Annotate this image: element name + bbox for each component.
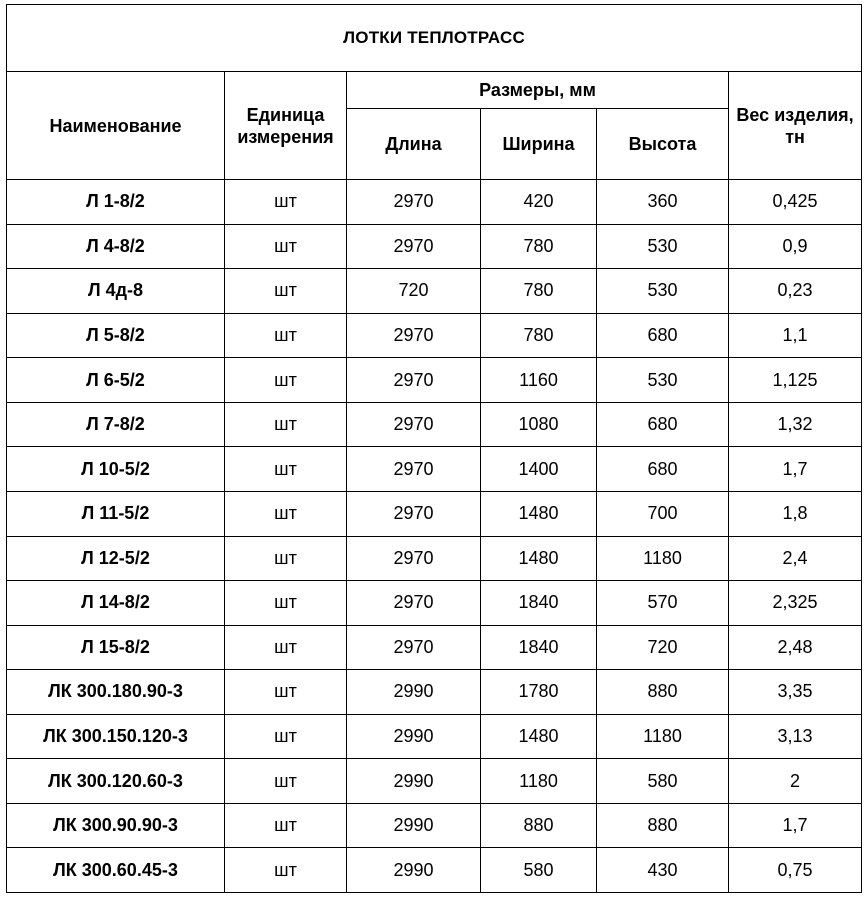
cell-unit: шт xyxy=(225,803,347,848)
cell-name: Л 11-5/2 xyxy=(7,491,225,536)
cell-name: ЛК 300.150.120-3 xyxy=(7,714,225,759)
cell-name: Л 14-8/2 xyxy=(7,581,225,626)
cell-name: Л 5-8/2 xyxy=(7,313,225,358)
table-row xyxy=(7,402,862,447)
cell-width: 1480 xyxy=(481,714,597,759)
table-row xyxy=(7,581,862,626)
cell-height: 360 xyxy=(597,180,729,225)
cell-name: Л 1-8/2 xyxy=(7,180,225,225)
cell-name: ЛК 300.180.90-3 xyxy=(7,670,225,715)
cell-height: 680 xyxy=(597,402,729,447)
cell-unit: шт xyxy=(225,402,347,447)
cell-width: 1480 xyxy=(481,536,597,581)
cell-unit: шт xyxy=(225,670,347,715)
cell-weight: 1,7 xyxy=(729,803,862,848)
header-length: Длина xyxy=(347,109,481,180)
cell-weight: 1,8 xyxy=(729,491,862,536)
table-row xyxy=(7,224,862,269)
cell-unit: шт xyxy=(225,313,347,358)
cell-name: Л 15-8/2 xyxy=(7,625,225,670)
cell-weight: 1,1 xyxy=(729,313,862,358)
cell-length: 2970 xyxy=(347,402,481,447)
cell-length: 2970 xyxy=(347,224,481,269)
cell-weight: 1,32 xyxy=(729,402,862,447)
tray-table xyxy=(6,4,862,893)
cell-width: 1480 xyxy=(481,491,597,536)
cell-width: 580 xyxy=(481,848,597,893)
header-name: Наименование xyxy=(7,72,225,180)
cell-unit: шт xyxy=(225,581,347,626)
cell-name: ЛК 300.120.60-3 xyxy=(7,759,225,804)
cell-length: 2970 xyxy=(347,536,481,581)
cell-width: 780 xyxy=(481,224,597,269)
cell-width: 1840 xyxy=(481,581,597,626)
header-width: Ширина xyxy=(481,109,597,180)
cell-length: 2970 xyxy=(347,358,481,403)
table-row xyxy=(7,269,862,314)
cell-height: 530 xyxy=(597,358,729,403)
cell-height: 1180 xyxy=(597,536,729,581)
cell-length: 2970 xyxy=(347,447,481,492)
cell-weight: 0,75 xyxy=(729,848,862,893)
cell-length: 2990 xyxy=(347,759,481,804)
header-unit: Единица измерения xyxy=(225,72,347,180)
cell-length: 2970 xyxy=(347,581,481,626)
table-body xyxy=(7,180,862,893)
table-row xyxy=(7,358,862,403)
cell-weight: 1,7 xyxy=(729,447,862,492)
cell-width: 1080 xyxy=(481,402,597,447)
cell-width: 1840 xyxy=(481,625,597,670)
cell-length: 2990 xyxy=(347,714,481,759)
cell-height: 680 xyxy=(597,447,729,492)
cell-length: 2970 xyxy=(347,625,481,670)
cell-length: 2970 xyxy=(347,491,481,536)
cell-length: 2990 xyxy=(347,803,481,848)
cell-length: 2990 xyxy=(347,848,481,893)
cell-width: 780 xyxy=(481,313,597,358)
cell-name: ЛК 300.90.90-3 xyxy=(7,803,225,848)
cell-weight: 0,9 xyxy=(729,224,862,269)
cell-height: 530 xyxy=(597,269,729,314)
cell-unit: шт xyxy=(225,536,347,581)
table-row xyxy=(7,670,862,715)
cell-weight: 3,13 xyxy=(729,714,862,759)
cell-unit: шт xyxy=(225,180,347,225)
cell-height: 430 xyxy=(597,848,729,893)
header-dimensions: Размеры, мм xyxy=(347,72,729,109)
cell-length: 720 xyxy=(347,269,481,314)
table-row xyxy=(7,180,862,225)
table-row xyxy=(7,536,862,581)
cell-name: Л 7-8/2 xyxy=(7,402,225,447)
cell-length: 2970 xyxy=(347,313,481,358)
cell-name: ЛК 300.60.45-3 xyxy=(7,848,225,893)
cell-height: 700 xyxy=(597,491,729,536)
header-height: Высота xyxy=(597,109,729,180)
cell-weight: 0,425 xyxy=(729,180,862,225)
cell-width: 880 xyxy=(481,803,597,848)
cell-height: 570 xyxy=(597,581,729,626)
cell-width: 1160 xyxy=(481,358,597,403)
cell-name: Л 4-8/2 xyxy=(7,224,225,269)
table-row xyxy=(7,848,862,893)
table-row xyxy=(7,447,862,492)
table-row xyxy=(7,759,862,804)
cell-name: Л 12-5/2 xyxy=(7,536,225,581)
cell-width: 420 xyxy=(481,180,597,225)
cell-unit: шт xyxy=(225,759,347,804)
table-row xyxy=(7,714,862,759)
cell-weight: 2,48 xyxy=(729,625,862,670)
cell-height: 720 xyxy=(597,625,729,670)
cell-unit: шт xyxy=(225,625,347,670)
cell-weight: 2,4 xyxy=(729,536,862,581)
cell-length: 2970 xyxy=(347,180,481,225)
cell-unit: шт xyxy=(225,491,347,536)
table-row xyxy=(7,803,862,848)
cell-length: 2990 xyxy=(347,670,481,715)
cell-name: Л 10-5/2 xyxy=(7,447,225,492)
cell-weight: 2 xyxy=(729,759,862,804)
cell-height: 880 xyxy=(597,670,729,715)
table-row xyxy=(7,491,862,536)
cell-weight: 1,125 xyxy=(729,358,862,403)
cell-unit: шт xyxy=(225,848,347,893)
table-row xyxy=(7,625,862,670)
table-title: ЛОТКИ ТЕПЛОТРАСС xyxy=(7,5,862,72)
cell-name: Л 4д-8 xyxy=(7,269,225,314)
cell-height: 880 xyxy=(597,803,729,848)
cell-unit: шт xyxy=(225,224,347,269)
cell-weight: 3,35 xyxy=(729,670,862,715)
cell-unit: шт xyxy=(225,714,347,759)
cell-width: 780 xyxy=(481,269,597,314)
cell-height: 680 xyxy=(597,313,729,358)
cell-unit: шт xyxy=(225,269,347,314)
cell-name: Л 6-5/2 xyxy=(7,358,225,403)
header-weight: Вес изделия, тн xyxy=(729,72,862,180)
cell-width: 1780 xyxy=(481,670,597,715)
cell-weight: 0,23 xyxy=(729,269,862,314)
cell-weight: 2,325 xyxy=(729,581,862,626)
cell-height: 580 xyxy=(597,759,729,804)
table-row xyxy=(7,313,862,358)
cell-unit: шт xyxy=(225,358,347,403)
cell-width: 1400 xyxy=(481,447,597,492)
cell-height: 1180 xyxy=(597,714,729,759)
cell-unit: шт xyxy=(225,447,347,492)
cell-width: 1180 xyxy=(481,759,597,804)
cell-height: 530 xyxy=(597,224,729,269)
